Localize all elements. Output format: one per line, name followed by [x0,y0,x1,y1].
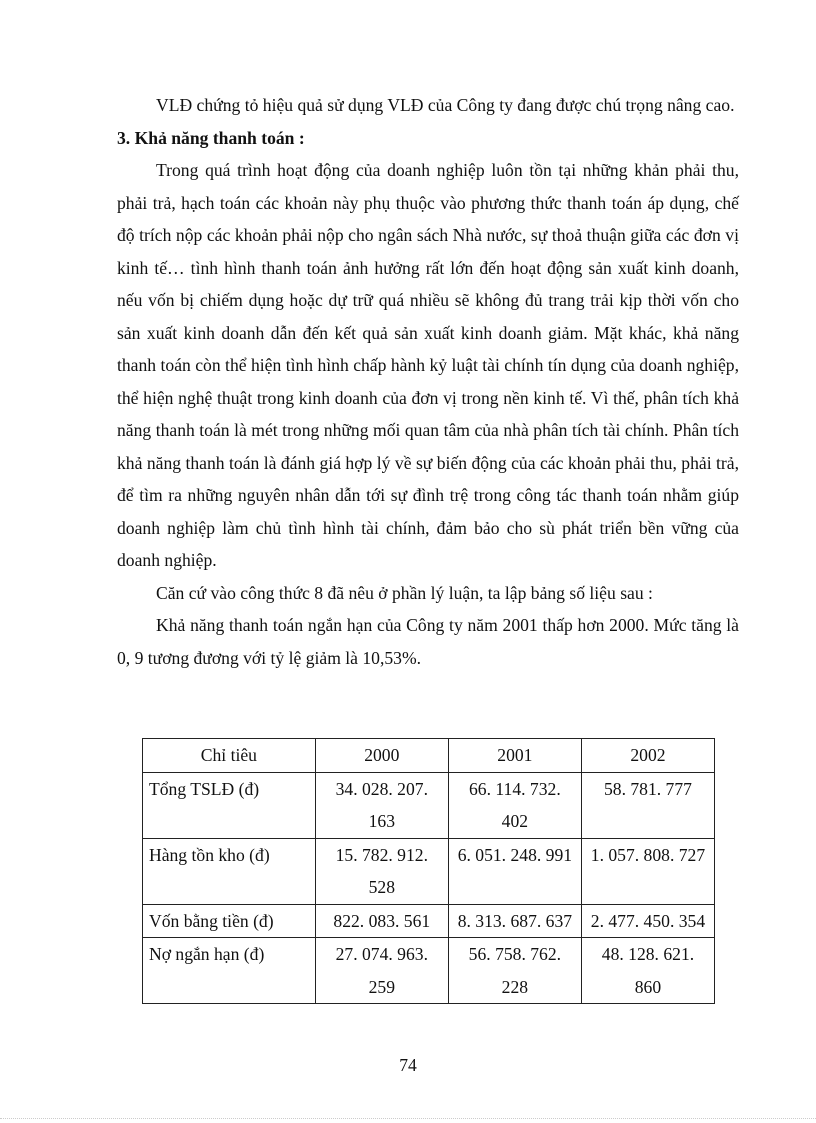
body-text [117,89,739,674]
paragraph-table-intro: Căn cứ vào công thức 8 đã nêu ở phần lý luận, ta lập bảng số liệu sau : [156,582,653,603]
row-label-cash: Vốn bằng tiền (đ) [143,904,316,938]
liquidity-table [142,738,715,1004]
table-row [143,904,715,938]
page-bottom-divider [0,1118,816,1119]
row-label-total-current-assets: Tổng TSLĐ (đ) [143,772,316,838]
section-heading: 3. Khả năng thanh toán : [117,127,305,148]
cell-value: 15. 782. 912. 528 [315,838,448,904]
cell-value: 2. 477. 450. 354 [581,904,714,938]
header-indicator: Chỉ tiêu [143,739,316,773]
cell-value: 6. 051. 248. 991 [448,838,581,904]
page-number: 74 [399,1055,417,1075]
paragraph-short-term-ability: Khả năng thanh toán ngắn hạn của Công ty năm 2001 thấp hơn 2000. Mức tăng là 0, 9 tương đương với tỷ lệ giảm là 10,53%. [117,615,739,668]
row-label-inventory: Hàng tồn kho (đ) [143,838,316,904]
table-row [143,772,715,838]
paragraph-vld-conclusion: VLĐ chứng tỏ hiệu quả sử dụng VLĐ của Công ty đang được chú trọng nâng cao. [156,95,735,115]
header-year-2002: 2002 [581,739,714,773]
cell-value: 58. 781. 777 [581,772,714,838]
header-year-2001: 2001 [448,739,581,773]
table-row [143,938,715,1004]
cell-value: 34. 028. 207. 163 [315,772,448,838]
table-row [143,838,715,904]
header-year-2000: 2000 [315,739,448,773]
table-header-row [143,739,715,773]
cell-value: 66. 114. 732. 402 [448,772,581,838]
cell-value: 8. 313. 687. 637 [448,904,581,938]
cell-value: 1. 057. 808. 727 [581,838,714,904]
cell-value: 822. 083. 561 [315,904,448,938]
cell-value: 27. 074. 963. 259 [315,938,448,1004]
row-label-short-term-debt: Nợ ngắn hạn (đ) [143,938,316,1004]
cell-value: 48. 128. 621. 860 [581,938,714,1004]
cell-value: 56. 758. 762. 228 [448,938,581,1004]
paragraph-payment-ability: Trong quá trình hoạt động của doanh nghiệp luôn tồn tại những khản phải thu, phải trả, hạch toán các khoản này phụ thuộc vào phương thức thanh toán áp dụng, chế độ trích nộp các khoản phải nộp cho ngân sách Nhà nước, sự thoả thuận giữa các đơn vị kinh tế… tình hình thanh toán ảnh hưởng rất lớn đến hoạt động sản xuất kinh doanh, nếu vốn bị chiếm dụng hoặc dự trữ quá nhiều sẽ không đủ trang trải kịp thời vốn cho sản xuất kinh doanh dẫn đến kết quả sản xuất kinh doanh giảm. Mặt khác, khả năng thanh toán còn thể hiện tình hình chấp hành kỷ luật tài chính tín dụng của doanh nghiệp, thể hiện nghệ thuật trong kinh doanh của đơn vị trong nền kinh tế. Vì thế, phân tích khả năng thanh toán là mét trong những mối quan tâm của nhà phân tích tài chính. Phân tích khả năng thanh toán là đánh giá hợp lý về sự biến động của các khoản phải thu, phải trả, để tìm ra những nguyên nhân dẫn tới sự đình trệ trong công tác thanh toán nhằm giúp doanh nghiệp làm chủ tình hình tài chính, đảm bảo cho sù phát triển bền vững của doanh nghiệp. [117,160,739,570]
